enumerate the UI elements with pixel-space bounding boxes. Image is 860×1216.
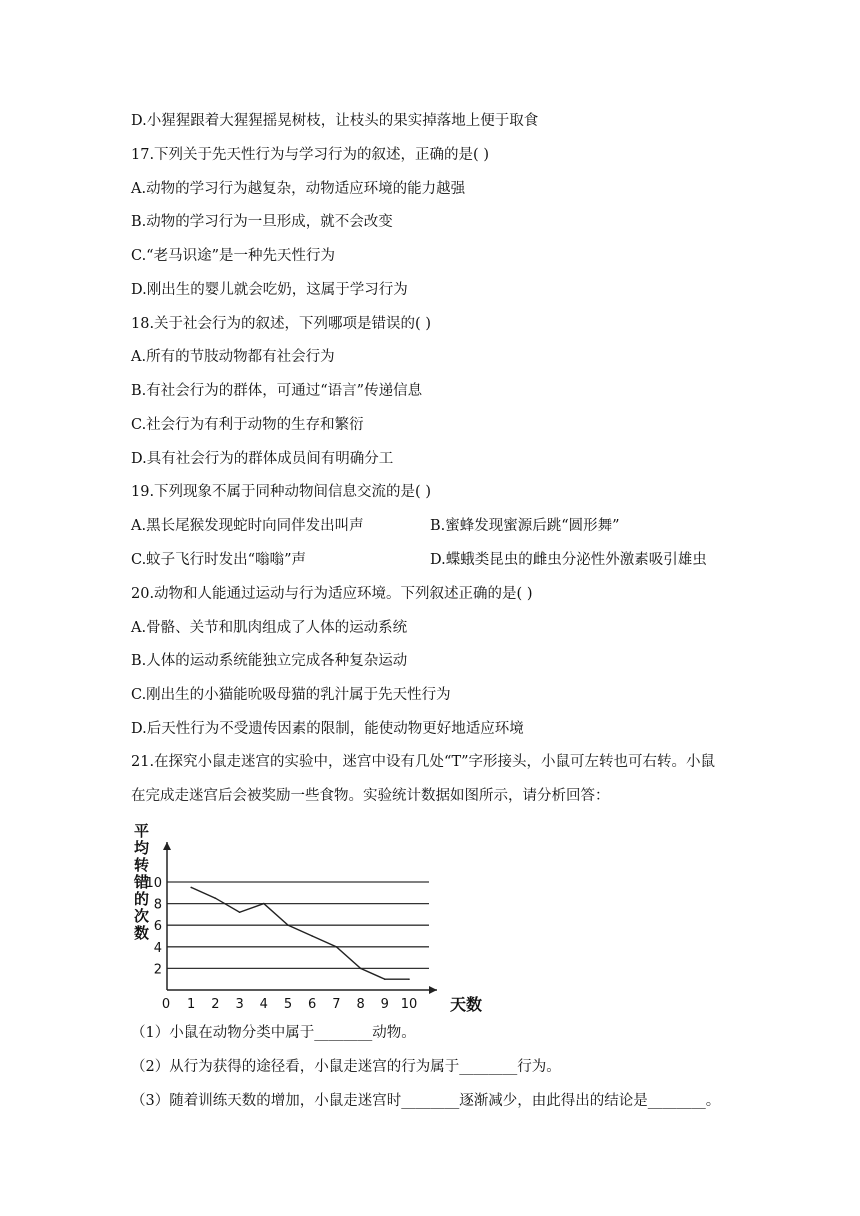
data-point xyxy=(215,897,217,899)
q18-stem: 18.关于社会行为的叙述，下列哪项是错误的( ) xyxy=(131,316,431,332)
y-axis-label-char: 次 xyxy=(134,907,150,925)
q20-option-d: D.后天性行为不受遗传因素的限制，能使动物更好地适应环境 xyxy=(131,721,524,737)
data-point xyxy=(239,911,241,913)
q19-option-d: D.蝶蛾类昆虫的雌虫分泌性外激素吸引雄虫 xyxy=(430,552,707,568)
x-tick-label: 7 xyxy=(332,997,341,1012)
x-tick-label: 1 xyxy=(187,997,196,1012)
x-tick-labels xyxy=(162,997,417,1012)
q17-option-b: B.动物的学习行为一旦形成，就不会改变 xyxy=(131,214,393,230)
x-tick-label: 6 xyxy=(308,997,317,1012)
x-tick-label: 4 xyxy=(259,997,268,1012)
data-point xyxy=(384,978,386,980)
q20-option-a: A.骨骼、关节和肌肉组成了人体的运动系统 xyxy=(131,620,408,636)
data-point xyxy=(263,903,265,905)
mouse-maze-line-chart xyxy=(128,818,498,1018)
chart-gridlines xyxy=(167,882,429,968)
q17-stem: 17.下列关于先天性行为与学习行为的叙述，正确的是( ) xyxy=(131,147,489,163)
chart-series xyxy=(190,887,409,980)
x-axis-arrow xyxy=(429,986,437,994)
data-point xyxy=(408,978,410,980)
q21-stem-line1: 21.在探究小鼠走迷宫的实验中，迷宫中设有几处“T”字形接头，小鼠可左转也可右转。小鼠 xyxy=(131,754,716,770)
data-point xyxy=(360,968,362,970)
x-tick-label: 8 xyxy=(356,997,365,1012)
y-axis-arrow xyxy=(163,842,171,850)
series-line xyxy=(191,887,409,979)
x-tick-label: 9 xyxy=(380,997,389,1012)
y-axis-label-char: 错 xyxy=(134,873,150,891)
x-tick-label: 5 xyxy=(283,997,293,1012)
q21-sub1: （1）小鼠在动物分类中属于________动物。 xyxy=(131,1025,416,1041)
data-point xyxy=(336,946,338,948)
y-axis-label-char: 均 xyxy=(134,839,150,857)
q19-option-c: C.蚊子飞行时发出“嗡嗡”声 xyxy=(131,552,307,568)
q20-stem: 20.动物和人能通过运动与行为适应环境。下列叙述正确的是( ) xyxy=(131,586,533,602)
y-tick-label: 8 xyxy=(153,897,162,913)
q18-option-c: C.社会行为有利于动物的生存和繁衍 xyxy=(131,417,364,433)
y-tick-label: 6 xyxy=(153,919,162,935)
data-point xyxy=(190,887,192,889)
x-tick-label: 3 xyxy=(235,997,244,1012)
y-tick-label: 2 xyxy=(153,962,162,978)
data-point xyxy=(287,924,289,926)
q18-option-d: D.具有社会行为的群体成员间有明确分工 xyxy=(131,451,394,467)
q18-option-b: B.有社会行为的群体，可通过“语言”传递信息 xyxy=(131,383,423,399)
y-tick-label: 10 xyxy=(145,876,162,891)
q19-option-a: A.黑长尾猴发现蛇时向同伴发出叫声 xyxy=(131,518,364,534)
q16-option-d: D.小猩猩跟着大猩猩摇晃树枝，让枝头的果实掉落地上便于取食 xyxy=(131,113,539,129)
q18-option-a: A.所有的节肢动物都有社会行为 xyxy=(131,349,335,365)
q21-sub2: （2）从行为获得的途径看，小鼠走迷宫的行为属于________行为。 xyxy=(131,1059,561,1075)
x-tick-label: 10 xyxy=(400,997,418,1012)
q21-sub3: （3）随着训练天数的增加，小鼠走迷宫时________逐渐减少，由此得出的结论是________。 xyxy=(131,1093,721,1109)
q17-option-d: D.刚出生的婴儿就会吃奶，这属于学习行为 xyxy=(131,282,408,298)
q20-option-b: B.人体的运动系统能独立完成各种复杂运动 xyxy=(131,653,408,669)
x-axis-label: 天数 xyxy=(450,995,483,1014)
y-axis-label-char: 转 xyxy=(134,856,150,874)
q19-option-b: B.蜜蜂发现蜜源后跳“圆形舞” xyxy=(430,518,620,534)
x-tick-label: 2 xyxy=(211,997,220,1012)
y-axis-label-char: 数 xyxy=(134,924,150,942)
q17-option-a: A.动物的学习行为越复杂，动物适应环境的能力越强 xyxy=(131,181,466,197)
q21-stem-line2: 在完成走迷宫后会被奖励一些食物。实验统计数据如图所示，请分析回答： xyxy=(131,788,610,804)
data-point xyxy=(311,935,313,937)
q20-option-c: C.刚出生的小猫能吮吸母猫的乳汁属于先天性行为 xyxy=(131,687,451,703)
y-axis-label-char: 平 xyxy=(134,822,150,840)
q19-stem: 19.下列现象不属于同种动物间信息交流的是( ) xyxy=(131,484,431,500)
x-tick-label: 0 xyxy=(161,997,171,1012)
q17-option-c: C.“老马识途”是一种先天性行为 xyxy=(131,248,336,264)
y-tick-label: 4 xyxy=(153,940,162,956)
y-axis-label-char: 的 xyxy=(134,890,150,908)
chart-axes xyxy=(163,842,437,994)
